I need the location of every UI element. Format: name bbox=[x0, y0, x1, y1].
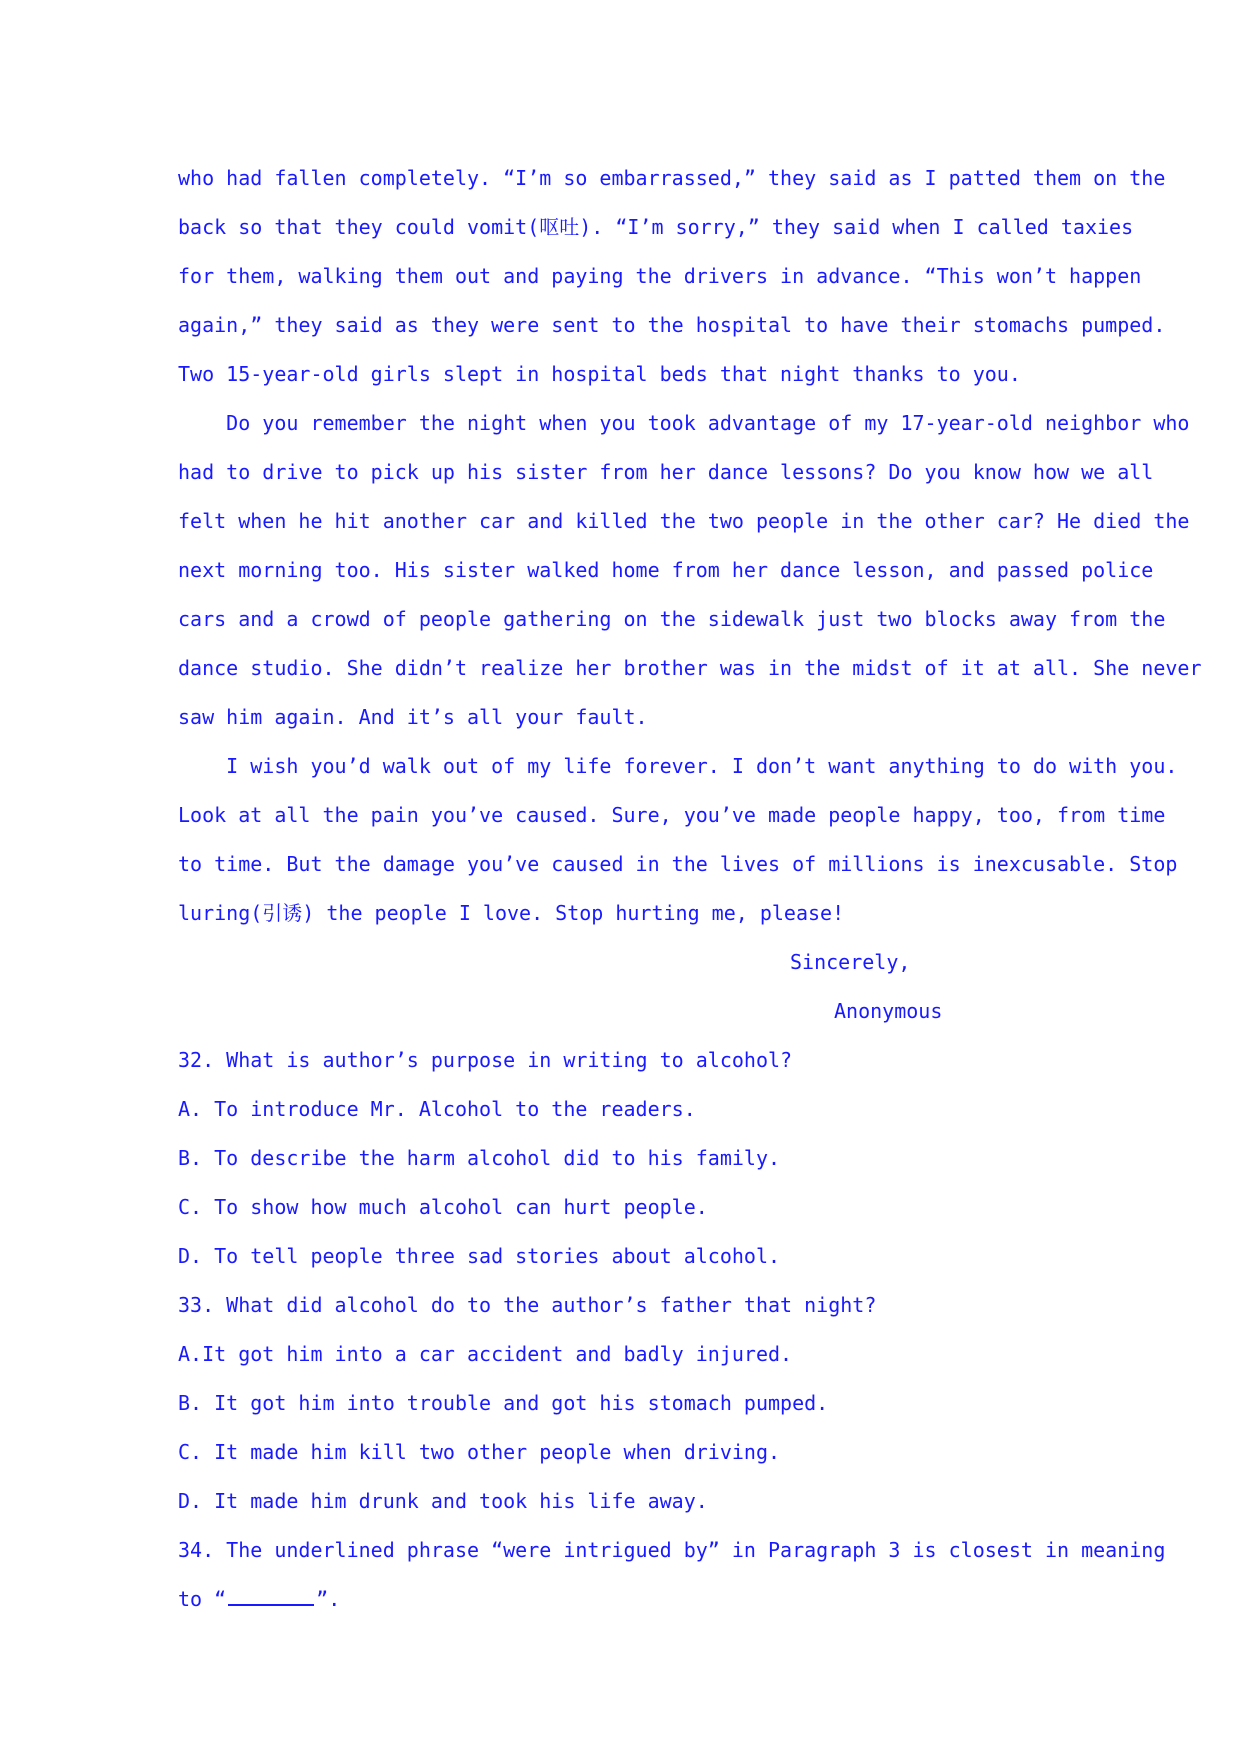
passage-line: back so that they could vomit(呕吐). “I’m sorry,” they said when I called taxies bbox=[178, 215, 1134, 239]
closing-text: Sincerely, bbox=[790, 950, 911, 974]
question-34 bbox=[178, 1526, 1166, 1624]
passage bbox=[178, 154, 1202, 1036]
passage-line: to time. But the damage you’ve caused in the lives of millions is inexcusable. Stop bbox=[178, 852, 1178, 876]
letter-signature bbox=[178, 987, 1073, 1036]
passage-line: for them, walking them out and paying the drivers in advance. “This won’t happen bbox=[178, 264, 1142, 288]
passage-line: saw him again. And it’s all your fault. bbox=[178, 705, 648, 729]
passage-line: dance studio. She didn’t realize her brother was in the midst of it at all. She never bbox=[178, 656, 1202, 680]
passage-line: again,” they said as they were sent to the hospital to have their stomachs pumped. bbox=[178, 313, 1166, 337]
passage-line: I wish you’d walk out of my life forever. I don’t want anything to do with you. bbox=[178, 754, 1178, 778]
option-b: B. To describe the harm alcohol did to his family. bbox=[178, 1146, 781, 1170]
option-a: A.It got him into a car accident and badly injured. bbox=[178, 1342, 793, 1366]
letter-closing bbox=[178, 938, 1073, 987]
passage-line: felt when he hit another car and killed the two people in the other car? He died the bbox=[178, 509, 1190, 533]
question-stem: 32. What is author’s purpose in writing to alcohol? bbox=[178, 1048, 793, 1072]
document-content bbox=[178, 154, 1202, 1624]
option-c: C. To show how much alcohol can hurt people. bbox=[178, 1195, 708, 1219]
answer-blank bbox=[228, 1586, 314, 1606]
stem-cont-prefix: to “ bbox=[178, 1587, 227, 1611]
option-d: D. It made him drunk and took his life away. bbox=[178, 1489, 708, 1513]
passage-line: who had fallen completely. “I’m so embarrassed,” they said as I patted them on the bbox=[178, 166, 1166, 190]
stem-cont-suffix: ”. bbox=[316, 1587, 341, 1611]
passage-line: Two 15-year-old girls slept in hospital beds that night thanks to you. bbox=[178, 362, 1021, 386]
option-a: A. To introduce Mr. Alcohol to the readers. bbox=[178, 1097, 696, 1121]
question-stem: 33. What did alcohol do to the author’s father that night? bbox=[178, 1293, 877, 1317]
passage-line: Do you remember the night when you took advantage of my 17-year-old neighbor who bbox=[178, 411, 1190, 435]
question-stem: 34. The underlined phrase “were intrigued by” in Paragraph 3 is closest in meaning bbox=[178, 1538, 1166, 1562]
option-c: C. It made him kill two other people when driving. bbox=[178, 1440, 781, 1464]
question-32 bbox=[178, 1036, 1073, 1281]
passage-line: luring(引诱) the people I love. Stop hurting me, please! bbox=[178, 901, 845, 925]
passage-line: Look at all the pain you’ve caused. Sure, you’ve made people happy, too, from time bbox=[178, 803, 1166, 827]
question-33 bbox=[178, 1281, 1073, 1526]
option-b: B. It got him into trouble and got his stomach pumped. bbox=[178, 1391, 829, 1415]
option-d: D. To tell people three sad stories about alcohol. bbox=[178, 1244, 781, 1268]
passage-line: cars and a crowd of people gathering on the sidewalk just two blocks away from the bbox=[178, 607, 1166, 631]
question-stem-continuation bbox=[178, 1575, 1073, 1624]
signature-text: Anonymous bbox=[834, 999, 943, 1023]
passage-line: next morning too. His sister walked home from her dance lesson, and passed police bbox=[178, 558, 1154, 582]
passage-line: had to drive to pick up his sister from her dance lessons? Do you know how we all bbox=[178, 460, 1154, 484]
